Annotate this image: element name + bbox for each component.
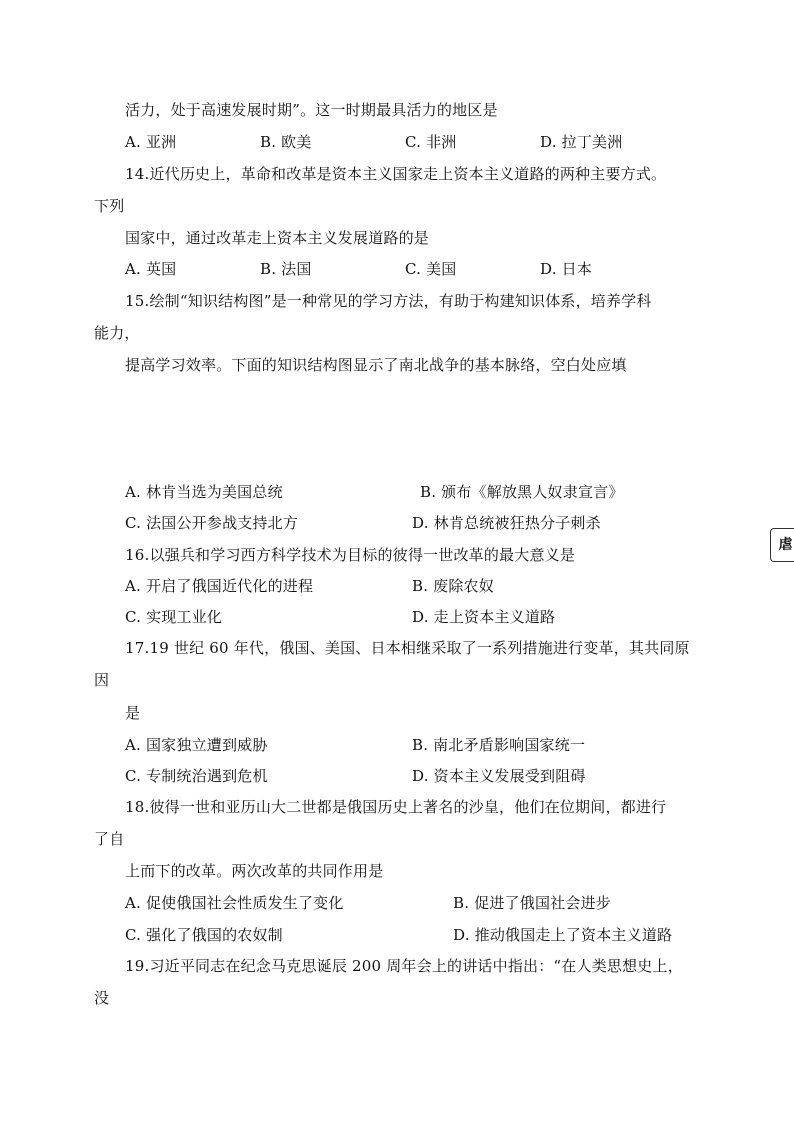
q18-option-d: D. 推动俄国走上了资本主义道路 — [453, 926, 673, 944]
q14-option-a: A. 英国 — [125, 260, 177, 278]
q15-option-d: D. 林肯总统被狂热分子刺杀 — [412, 514, 601, 532]
q18-option-a: A. 促使俄国社会性质发生了变化 — [125, 894, 344, 912]
q15-option-a: A. 林肯当选为美国总统 — [125, 483, 283, 501]
q17-stem-line-2: 因 — [94, 671, 110, 689]
q18-option-b: B. 促进了俄国社会进步 — [453, 894, 611, 912]
q18-option-c: C. 强化了俄国的农奴制 — [125, 926, 283, 944]
q14-stem-line-1: 14.近代历史上，革命和改革是资本主义国家走上资本主义道路的两种主要方式。 — [125, 165, 667, 183]
q18-stem-line-1: 18.彼得一世和亚历山大二世都是俄国历史上著名的沙皇，他们在位期间，都进行 — [125, 798, 667, 816]
q17-option-b: B. 南北矛盾影响国家统一 — [412, 736, 586, 754]
q17-stem-line-1: 17.19 世纪 60 年代，俄国、美国、日本相继采取了一系列措施进行变革，其共同原 — [125, 639, 690, 657]
q18-stem-line-2: 了自 — [94, 830, 125, 848]
q15-option-b: B. 颁布《解放黑人奴隶宣言》 — [420, 483, 624, 501]
q17-option-d: D. 资本主义发展受到阻碍 — [412, 767, 586, 785]
q19-stem-line-1: 19.习近平同志在纪念马克思诞辰 200 周年会上的讲话中指出：“在人类思想史上， — [125, 957, 683, 975]
q13-option-d: D. 拉丁美洲 — [540, 133, 623, 151]
q19-stem-line-2: 没 — [94, 989, 110, 1007]
q15-option-c: C. 法国公开参战支持北方 — [125, 514, 299, 532]
q16-option-d: D. 走上资本主义道路 — [412, 608, 556, 626]
q14-option-c: C. 美国 — [405, 260, 457, 278]
q16-option-b: B. 废除农奴 — [412, 577, 494, 595]
side-tab[interactable]: 虐 — [770, 528, 794, 562]
q15-stem-line-3: 提高学习效率。下面的知识结构图显示了南北战争的基本脉络，空白处应填 — [125, 356, 627, 374]
q18-stem-line-3: 上而下的改革。两次改革的共同作用是 — [125, 862, 384, 880]
q13-option-c: C. 非洲 — [405, 133, 457, 151]
q17-option-c: C. 专制统治遇到危机 — [125, 767, 268, 785]
q16-option-a: A. 开启了俄国近代化的进程 — [125, 577, 314, 595]
q13-stem-tail: 活力，处于高速发展时期”。这一时期最具活力的地区是 — [125, 101, 498, 119]
q16-option-c: C. 实现工业化 — [125, 608, 223, 626]
q13-option-b: B. 欧美 — [260, 133, 312, 151]
q15-stem-line-1: 15.绘制“知识结构图”是一种常见的学习方法，有助于构建知识体系，培养学科 — [125, 292, 652, 310]
q17-option-a: A. 国家独立遭到威胁 — [125, 736, 268, 754]
q14-stem-line-3: 国家中，通过改革走上资本主义发展道路的是 — [125, 229, 430, 247]
q15-stem-line-2: 能力， — [94, 324, 140, 342]
q14-option-b: B. 法国 — [260, 260, 312, 278]
q14-option-d: D. 日本 — [540, 260, 593, 278]
q13-option-a: A. 亚洲 — [125, 133, 177, 151]
q14-stem-line-2: 下列 — [94, 197, 125, 215]
q17-stem-line-3: 是 — [125, 704, 141, 722]
q16-stem: 16.以强兵和学习西方科学技术为目标的彼得一世改革的最大意义是 — [125, 546, 576, 564]
